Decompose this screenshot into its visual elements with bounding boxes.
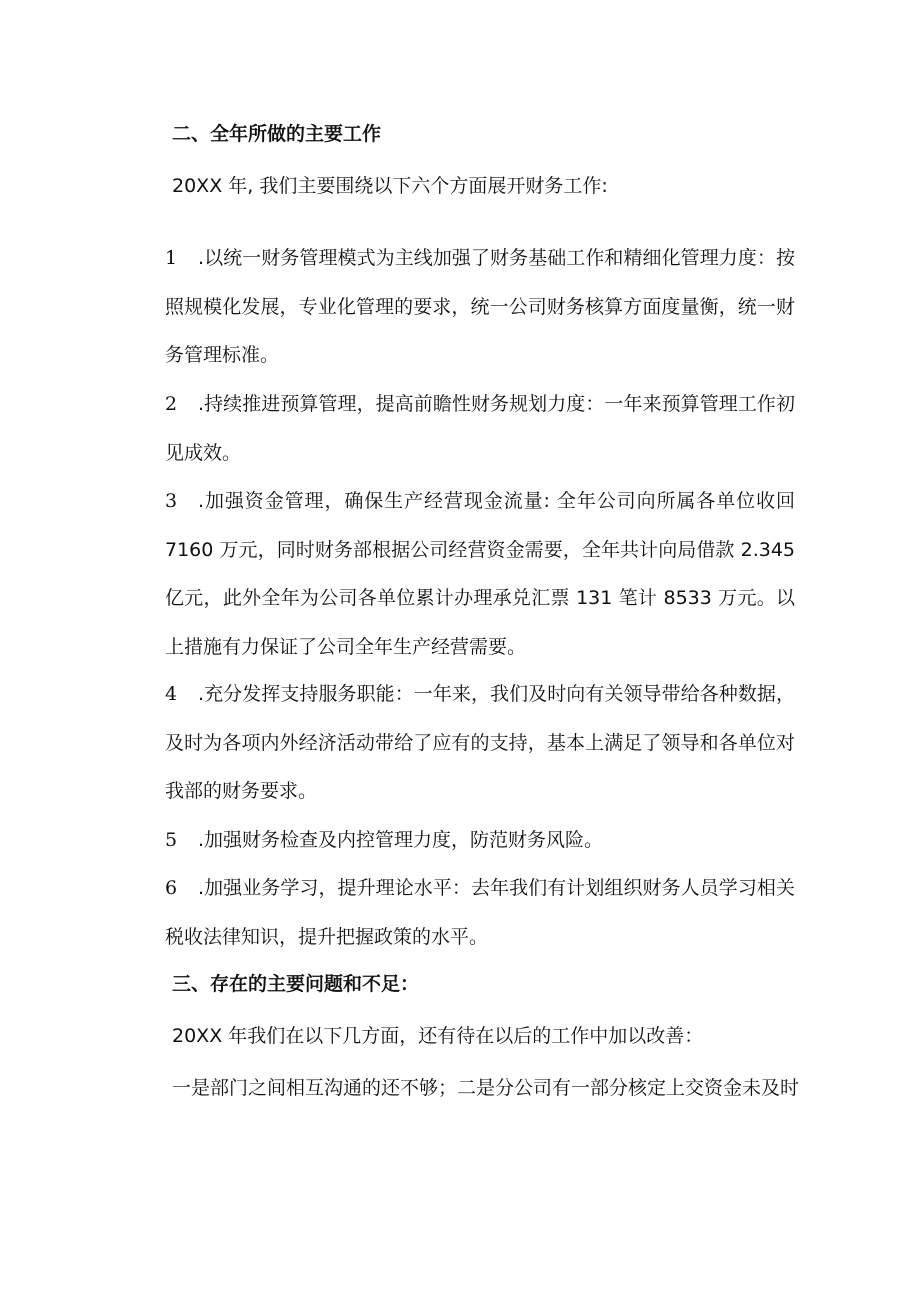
item-number: 6 [165, 877, 178, 899]
list-item-3 [165, 477, 795, 671]
item-text: .加强业务学习，提升理论水平：去年我们有计划组织财务人员学习相关税收法律知识，提升把握政策的水平。 [165, 877, 795, 948]
item-text: .加强财务检查及内控管理力度，防范财务风险。 [198, 829, 604, 851]
item-text: .充分发挥支持服务职能：一年来，我们及时向有关领导带给各种数据，及时为各项内外经济活动带给了应有的支持，基本上满足了领导和各单位对我部的财务要求。 [165, 683, 795, 802]
section-heading-3: 三、存在的主要问题和不足： [172, 973, 420, 995]
list-item-6 [165, 864, 795, 961]
item-number: 2 [165, 393, 178, 415]
item-text: .以统一财务管理模式为主线加强了财务基础工作和精细化管理力度：按照规模化发展，专业化管理的要求，统一公司财务核算方面度量衡，统一财务管理标准。 [165, 247, 795, 366]
item-text: .加强资金管理，确保生产经营现金流量: 全年公司向所属各单位收回 7160 万元，同时财务部根据公司经营资金需要，全年共计向局借款 2.345 亿元，此外全年为公司各单位累计办理承兑汇票 131 笔计 8533 万元。以上措施有力保证了公司全年生产经营需要。 [165, 490, 795, 658]
section3-first-line: 一是部门之间相互沟通的还不够；二是分公司有一部分核定上交资金未及时 [172, 1077, 800, 1099]
item-number: 4 [165, 683, 178, 705]
item-text: .持续推进预算管理，提高前瞻性财务规划力度：一年来预算管理工作初见成效。 [165, 393, 795, 464]
item-number: 5 [165, 829, 178, 851]
list-item-2 [165, 380, 795, 477]
section3-intro: 20XX 年我们在以下几方面，还有待在以后的工作中加以改善： [172, 1025, 704, 1047]
list-item-5 [165, 816, 795, 865]
list-item-1 [165, 234, 795, 380]
list-item-4 [165, 670, 795, 816]
section-heading-2: 二、全年所做的主要工作 [172, 123, 382, 145]
item-number: 3 [165, 490, 178, 512]
section-intro: 20XX 年, 我们主要围绕以下六个方面展开财务工作: [172, 175, 608, 197]
item-number: 1 [165, 247, 178, 269]
